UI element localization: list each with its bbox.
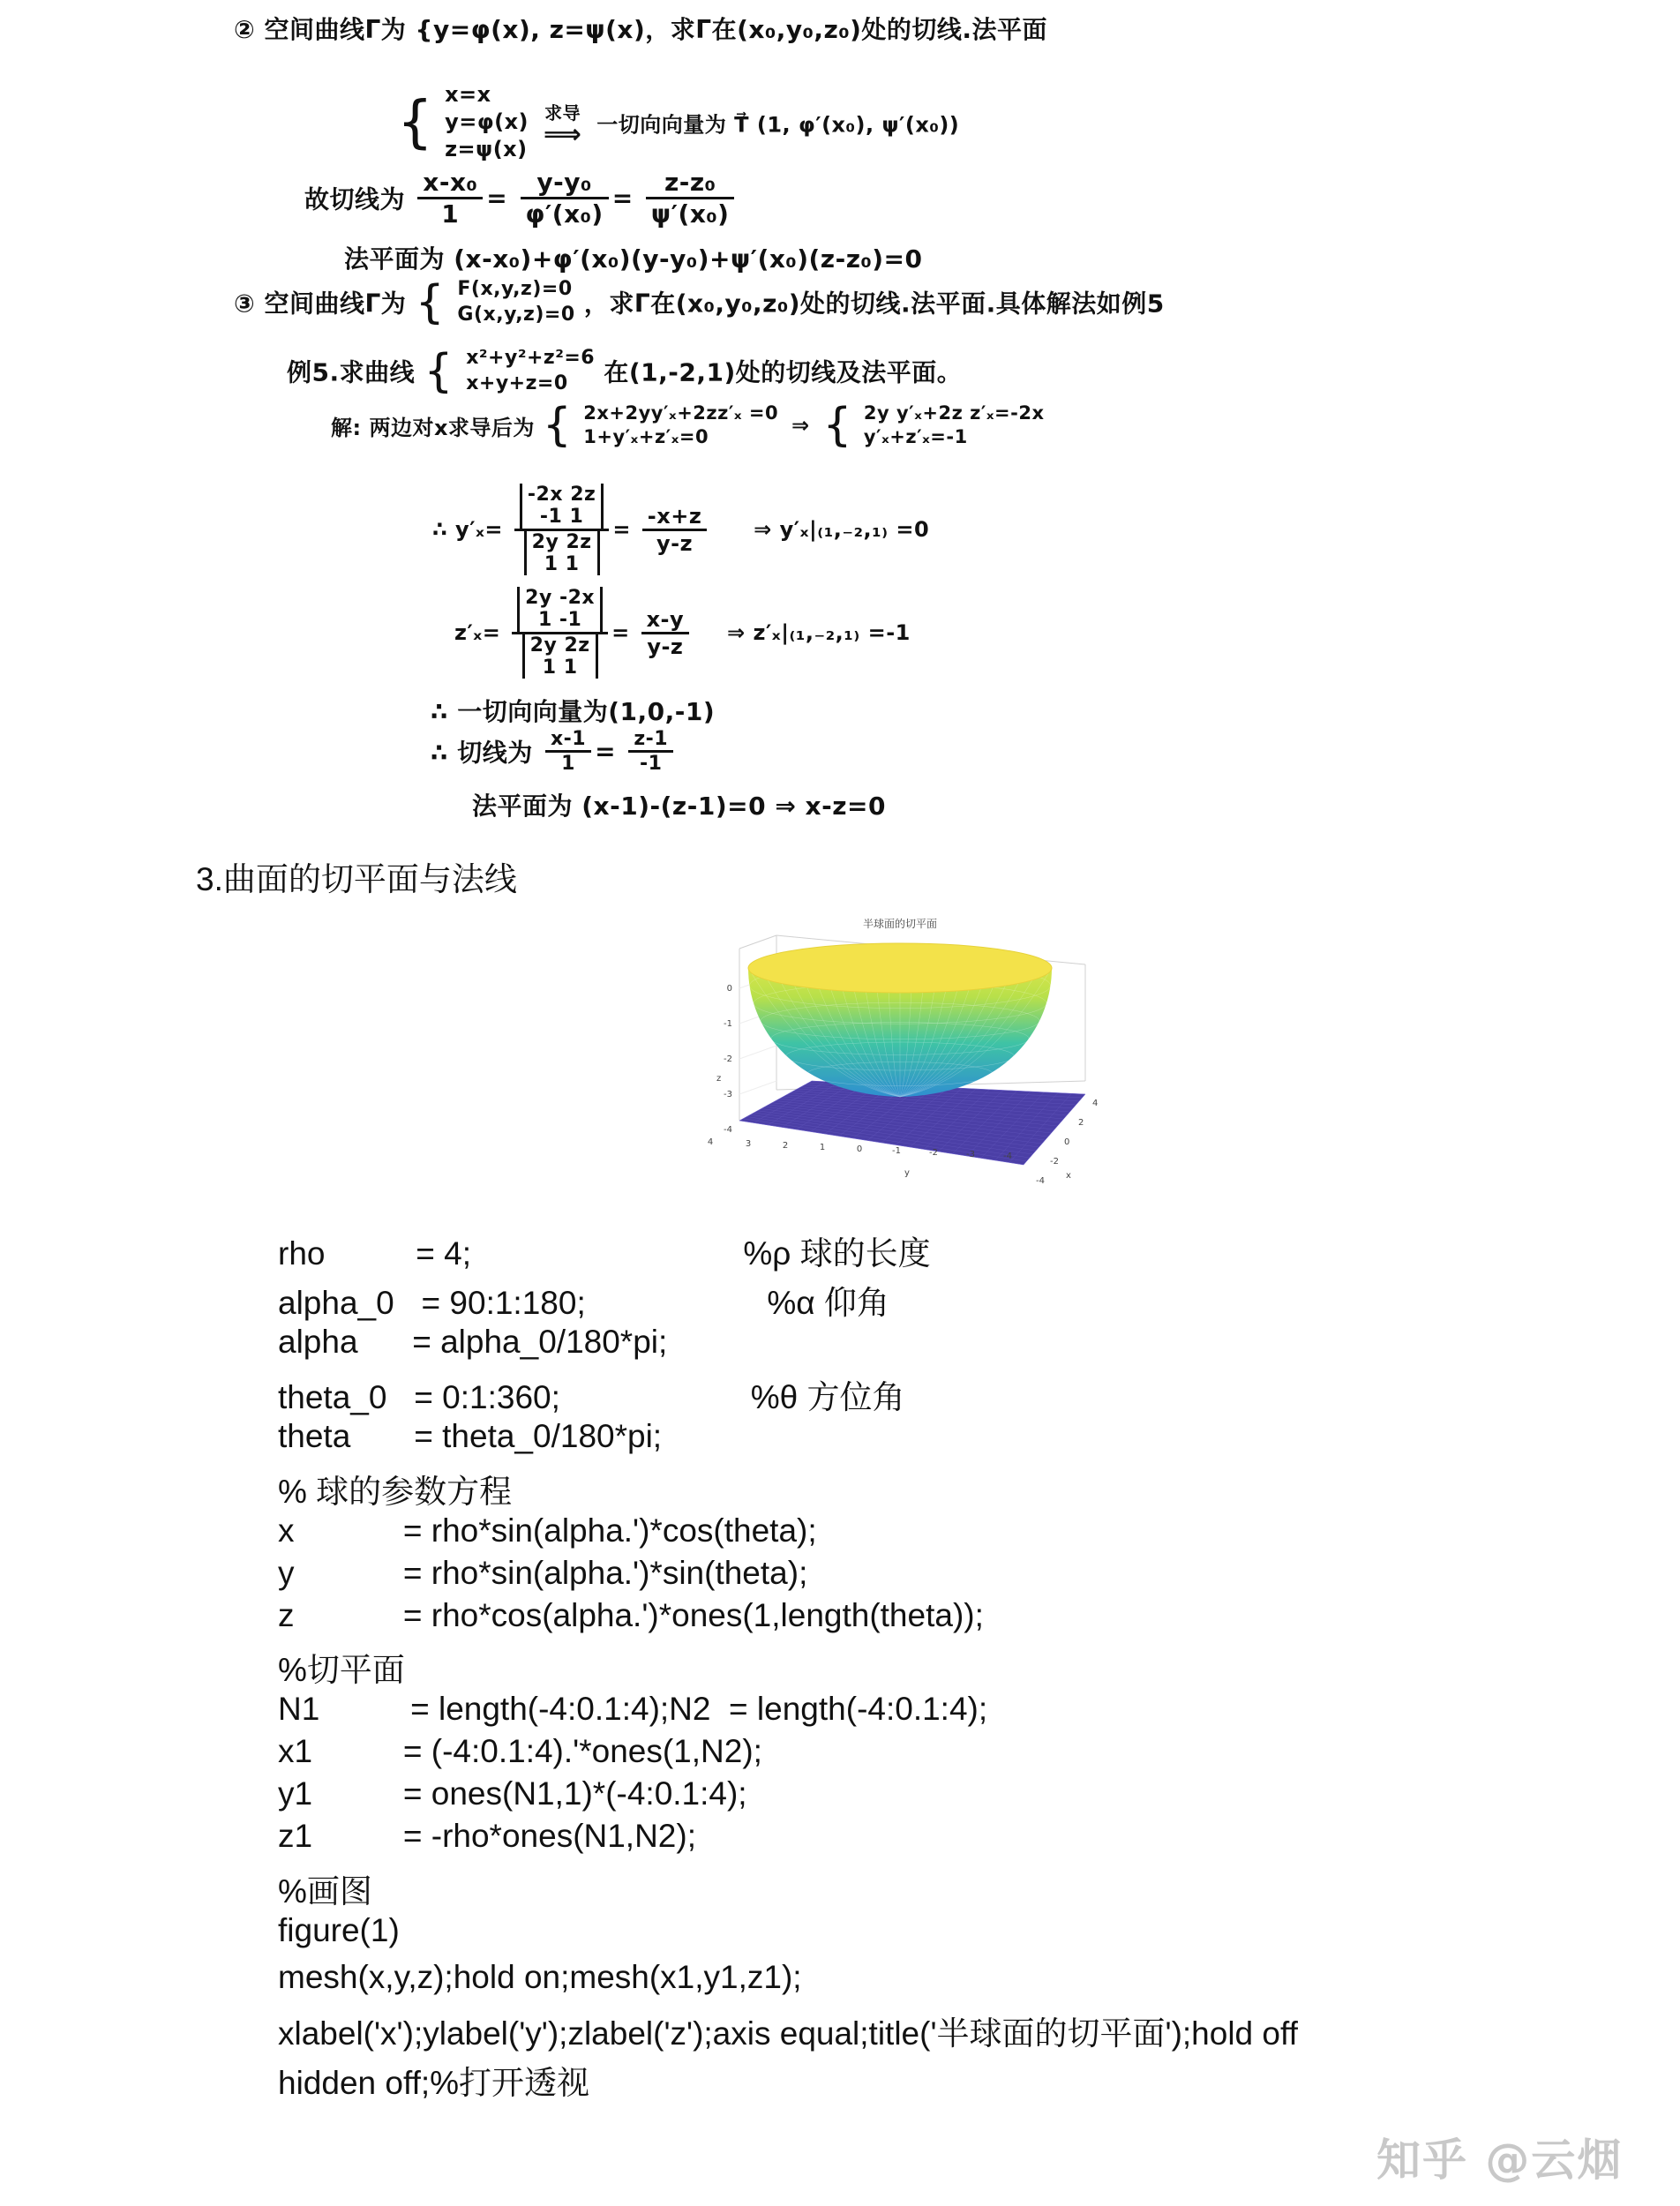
hw-system <box>864 401 1045 450</box>
watermark: 知乎 @云烟 <box>1376 2135 1624 2186</box>
hw-line-4: 法平面为 (x-x₀)+φ′(x₀)(y-y₀)+ψ′(x₀)(z-z₀)=0 <box>344 244 923 274</box>
sys-row: x+y+z=0 <box>466 371 568 394</box>
y-tick-label: -2 <box>929 1148 938 1158</box>
determinant <box>517 587 603 632</box>
fraction-den: 1 <box>441 199 460 229</box>
code-line: % 球的参数方程 <box>278 1474 513 1510</box>
code-line: rho = 4; %ρ 球的长度 <box>278 1235 931 1272</box>
x-tick-label: 0 <box>1064 1137 1070 1147</box>
z-tick-label: -4 <box>724 1125 732 1135</box>
arrow-label: 求导 <box>544 102 581 124</box>
fraction-num: y-y₀ <box>521 168 609 199</box>
hw-line-12: 法平面为 (x-1)-(z-1)=0 ⇒ x-z=0 <box>472 792 886 821</box>
hw-line-2-tail: 一切向向量为 T⃗ (1, φ′(x₀), ψ′(x₀)) <box>596 112 960 138</box>
double-arrow-icon: ⟹ <box>543 119 582 151</box>
fraction-den: 1 <box>561 753 575 775</box>
hemisphere-figure <box>671 913 1112 1200</box>
fraction <box>646 168 735 229</box>
det-row: 2y 2z <box>531 530 592 553</box>
code-line: %切平面 <box>278 1652 405 1688</box>
fraction-den: -1 <box>639 753 663 775</box>
fraction-den: y-z <box>656 530 694 556</box>
sys-row: y=φ(x) <box>445 109 529 135</box>
hemisphere-rim <box>748 943 1052 993</box>
hw-line-1: ② 空间曲线Γ为 {y=φ(x), z=ψ(x)，求Γ在(x₀,y₀,z₀)处的切线.法平面 <box>234 15 1048 44</box>
hw-system <box>583 401 778 450</box>
hw-line-6-tail: 在(1,-2,1)处的切线及法平面。 <box>604 357 963 387</box>
x-tick-label: 2 <box>1078 1118 1084 1128</box>
hw-line-8: ∴ y′ₓ= -2x 2z -1 1 2y 2z 1 1 = $\frac{-x+z}{y-z}$ ⇒ y′ₓ|₍₁,₋₂,₁₎ =0 <box>432 484 930 575</box>
det-row: 2y 2z <box>529 634 590 657</box>
sys-row: 2x+2yy′ₓ+2zz′ₓ =0 <box>583 402 779 424</box>
code-line: alpha = alpha_0/180*pi; <box>278 1324 668 1360</box>
hw-result: ⇒ y′ₓ|₍₁,₋₂,₁₎ =0 <box>754 517 930 543</box>
code-line: y1 = ones(N1,1)*(-4:0.1:4); <box>278 1775 747 1812</box>
hw-system <box>466 346 595 396</box>
chart-title: 半球面的切平面 <box>862 918 938 930</box>
code-line: y = rho*sin(alpha.')*sin(theta); <box>278 1555 808 1591</box>
y-tick-label: 0 <box>856 1144 863 1154</box>
det-row: 1 -1 <box>537 609 582 632</box>
code-line: x1 = (-4:0.1:4).'*ones(1,N2); <box>278 1733 762 1769</box>
fraction <box>512 587 608 679</box>
fraction-num: -x+z <box>642 504 708 531</box>
hw-line-6 <box>287 346 962 396</box>
fraction <box>514 484 609 575</box>
code-line: N1 = length(-4:0.1:4);N2 = length(-4:0.1:4); <box>278 1691 988 1727</box>
hw-line-10: ∴ 一切向向量为(1,0,-1) <box>431 697 716 726</box>
hw-result: ⇒ z′ₓ|₍₁,₋₂,₁₎ =-1 <box>727 620 911 646</box>
det-row: -1 1 <box>539 506 584 529</box>
hw-line-2 <box>397 81 959 164</box>
fraction-den: ψ′(x₀) <box>650 199 730 229</box>
z-tick-label: -1 <box>724 1019 732 1029</box>
y-tick-label: 2 <box>782 1141 789 1151</box>
brace-icon: { <box>415 275 446 329</box>
determinant <box>522 634 598 679</box>
hw-line-11: ∴ 切线为 $\frac{x-1}{1}$ = $\frac{z-1}{-1}$ <box>431 728 677 775</box>
hw-system <box>445 81 529 164</box>
brace-icon: { <box>542 399 573 453</box>
x-tick-label: -2 <box>1050 1157 1059 1167</box>
fraction <box>545 728 591 775</box>
fraction-num: z-z₀ <box>646 168 735 199</box>
code-line: xlabel('x');ylabel('y');zlabel('z');axis equal;title('半球面的切平面');hold off <box>278 2015 1298 2052</box>
determinant <box>520 484 604 529</box>
sys-row: 2y y′ₓ+2z z′ₓ=-2x <box>863 402 1045 424</box>
section-title: 3.曲面的切平面与法线 <box>196 861 517 897</box>
fraction <box>628 728 673 775</box>
code-line: alpha_0 = 90:1:180; %α 仰角 <box>278 1285 889 1321</box>
fraction <box>641 607 690 659</box>
fraction-den: φ′(x₀) <box>525 199 604 229</box>
z-ticks <box>724 984 732 1135</box>
y-tick-label: 1 <box>819 1143 826 1152</box>
code-line: theta = theta_0/180*pi; <box>278 1418 663 1454</box>
fraction <box>642 504 708 556</box>
y-tick-label: -3 <box>966 1150 975 1159</box>
code-line: theta_0 = 0:1:360; %θ 方位角 <box>278 1379 905 1415</box>
det-row: 1 1 <box>544 552 580 575</box>
z-axis-label: z <box>716 1074 722 1084</box>
x-tick-label: 4 <box>1092 1099 1099 1108</box>
brace-icon: { <box>822 399 852 453</box>
sys-row: x=x <box>445 82 491 107</box>
x-axis-label: x <box>1066 1171 1071 1181</box>
sys-row: z=ψ(x) <box>445 137 528 162</box>
hw-label: ∴ y′ₓ= <box>432 517 504 543</box>
arrow-icon: ⇒ <box>791 413 810 439</box>
hw-system <box>457 277 574 327</box>
det-row: -2x 2z <box>527 484 596 506</box>
hw-line-3: 故切线为 $\frac{\text{x-x₀}}{1}$ = $\frac{\text{y-y₀}}{\text{φ′(x₀)}}$ = $\frac{\text{z-z₀}}{\text{ψ′(x₀)}}$ <box>304 168 738 229</box>
fraction <box>521 168 609 229</box>
z-tick-label: 0 <box>726 984 732 994</box>
det-row: 2y -2x <box>525 587 596 609</box>
y-tick-label: -1 <box>892 1146 901 1156</box>
code-line: figure(1) <box>278 1912 400 1948</box>
sys-row: 1+y′ₓ+z′ₓ=0 <box>583 426 709 448</box>
y-tick-label: 4 <box>707 1137 714 1147</box>
brace-icon: { <box>424 344 454 398</box>
hw-line-5-tail: ，求Γ在(x₀,y₀,z₀)处的切线.法平面.具体解法如例5 <box>583 289 1165 319</box>
code-line: %画图 <box>278 1873 372 1910</box>
sys-row: y′ₓ+z′ₓ=-1 <box>863 426 968 448</box>
z-tick-label: -3 <box>724 1090 732 1099</box>
det-row: 1 1 <box>542 656 578 679</box>
determinant <box>524 531 600 576</box>
hw-line-7 <box>331 399 1045 453</box>
code-line: hidden off;%打开透视 <box>278 2065 590 2101</box>
brace-icon: { <box>397 89 434 155</box>
fraction-den: y-z <box>647 634 684 659</box>
y-tick-label: 3 <box>745 1139 752 1149</box>
hw-line-5 <box>234 277 1165 327</box>
fraction-num: x-x₀ <box>417 168 483 199</box>
fraction <box>417 168 483 229</box>
hw-line-9: z′ₓ= 2y -2x 1 -1 2y 2z 1 1 = $\frac{x-y}{y-z}$ ⇒ z′ₓ|₍₁,₋₂,₁₎ =-1 <box>454 587 911 679</box>
hw-label: 解: 两边对x求导后为 <box>331 415 535 440</box>
sys-row: F(x,y,z)=0 <box>457 278 573 300</box>
sys-row: G(x,y,z)=0 <box>457 303 575 326</box>
sys-row: x²+y²+z²=6 <box>466 347 596 369</box>
hw-label: ∴ 切线为 <box>431 738 533 768</box>
hw-label: 例5.求曲线 <box>287 357 416 387</box>
z-tick-label: -2 <box>724 1054 732 1064</box>
code-line: mesh(x,y,z);hold on;mesh(x1,y1,z1); <box>278 1959 802 1995</box>
hw-label: ③ 空间曲线Γ为 <box>234 289 407 319</box>
fraction-num: z-1 <box>628 728 673 753</box>
hw-label: z′ₓ= <box>454 620 501 646</box>
hw-label: 故切线为 <box>304 184 406 214</box>
fraction-num: x-y <box>641 607 690 634</box>
x-tick-label: -4 <box>1036 1176 1045 1186</box>
code-line: x = rho*sin(alpha.')*cos(theta); <box>278 1512 817 1549</box>
code-line: z = rho*cos(alpha.')*ones(1,length(theta)); <box>278 1597 984 1633</box>
fraction-num: x-1 <box>545 728 591 753</box>
y-axis-label: y <box>904 1168 910 1178</box>
y-tick-label: -4 <box>1003 1152 1012 1161</box>
code-line: z1 = -rho*ones(N1,N2); <box>278 1818 696 1854</box>
